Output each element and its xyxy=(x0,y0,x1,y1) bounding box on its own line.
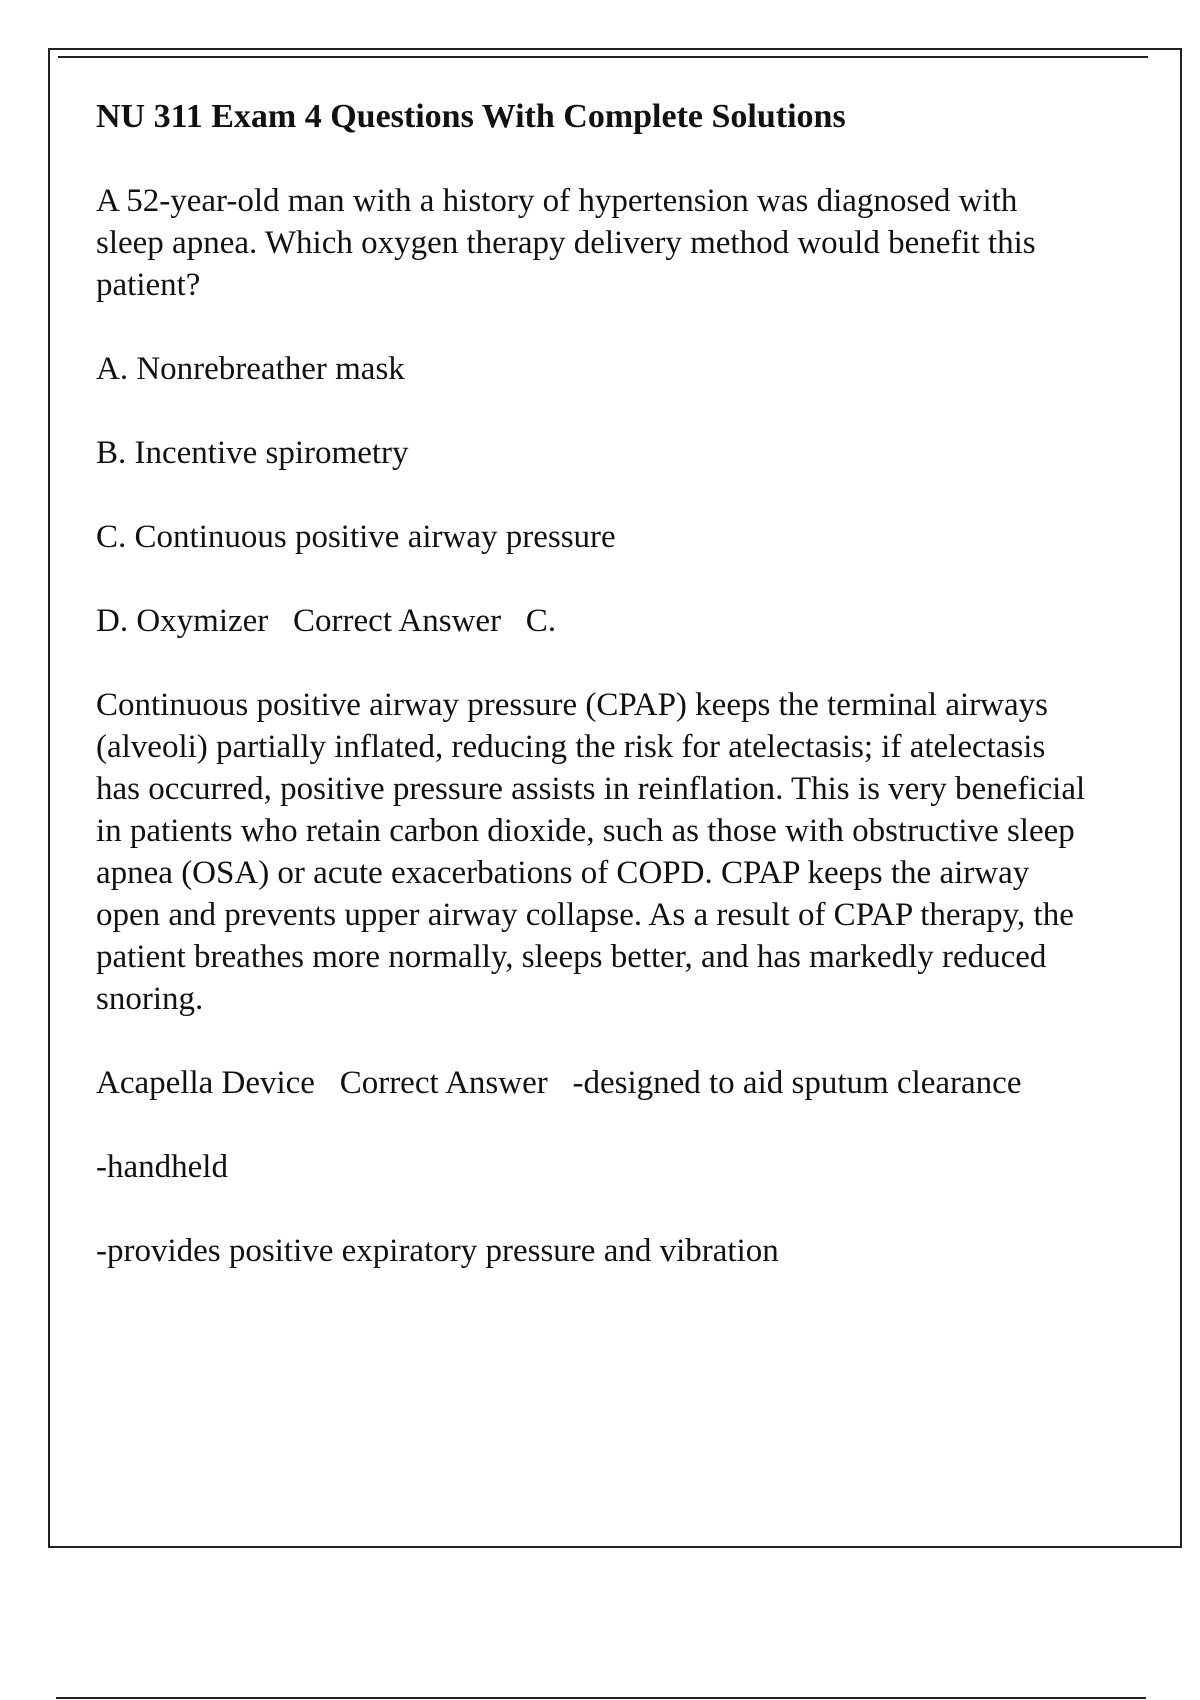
option-b: B. Incentive spirometry xyxy=(96,435,409,471)
document-body xyxy=(96,96,1086,1314)
option-d-answer: D. Oxymizer Correct Answer C. xyxy=(96,603,557,639)
question-text: A 52-year-old man with a history of hypertension was diagnosed with sleep apnea. Which oxygen therapy delivery method would benefit this patient? xyxy=(96,183,1036,303)
document-title: NU 311 Exam 4 Questions With Complete Solutions xyxy=(96,98,846,135)
option-a: A. Nonrebreather mask xyxy=(96,351,405,387)
bottom-rule xyxy=(56,1697,1146,1699)
explanation-text: Continuous positive airway pressure (CPAP) keeps the terminal airways (alveoli) partially inflated, reducing the risk for atelectasis; if atelectasis has occurred, positive pressure assists in reinflation. This is very beneficial in patients who retain carbon dioxide, such as those with obstructive sleep apnea (OSA) or acute exacerbations of COPD. CPAP keeps the airway open and prevents upper airway collapse. As a result of CPAP therapy, the patient breathes more normally, sleeps better, and has markedly reduced snoring. xyxy=(96,687,1086,1017)
top-rule xyxy=(58,56,1148,58)
acapella-point-2: -provides positive expiratory pressure and vibration xyxy=(96,1233,779,1269)
acapella-point-1: -handheld xyxy=(96,1149,228,1185)
acapella-entry: Acapella Device Correct Answer -designed to aid sputum clearance xyxy=(96,1065,1022,1101)
option-c: C. Continuous positive airway pressure xyxy=(96,519,616,555)
